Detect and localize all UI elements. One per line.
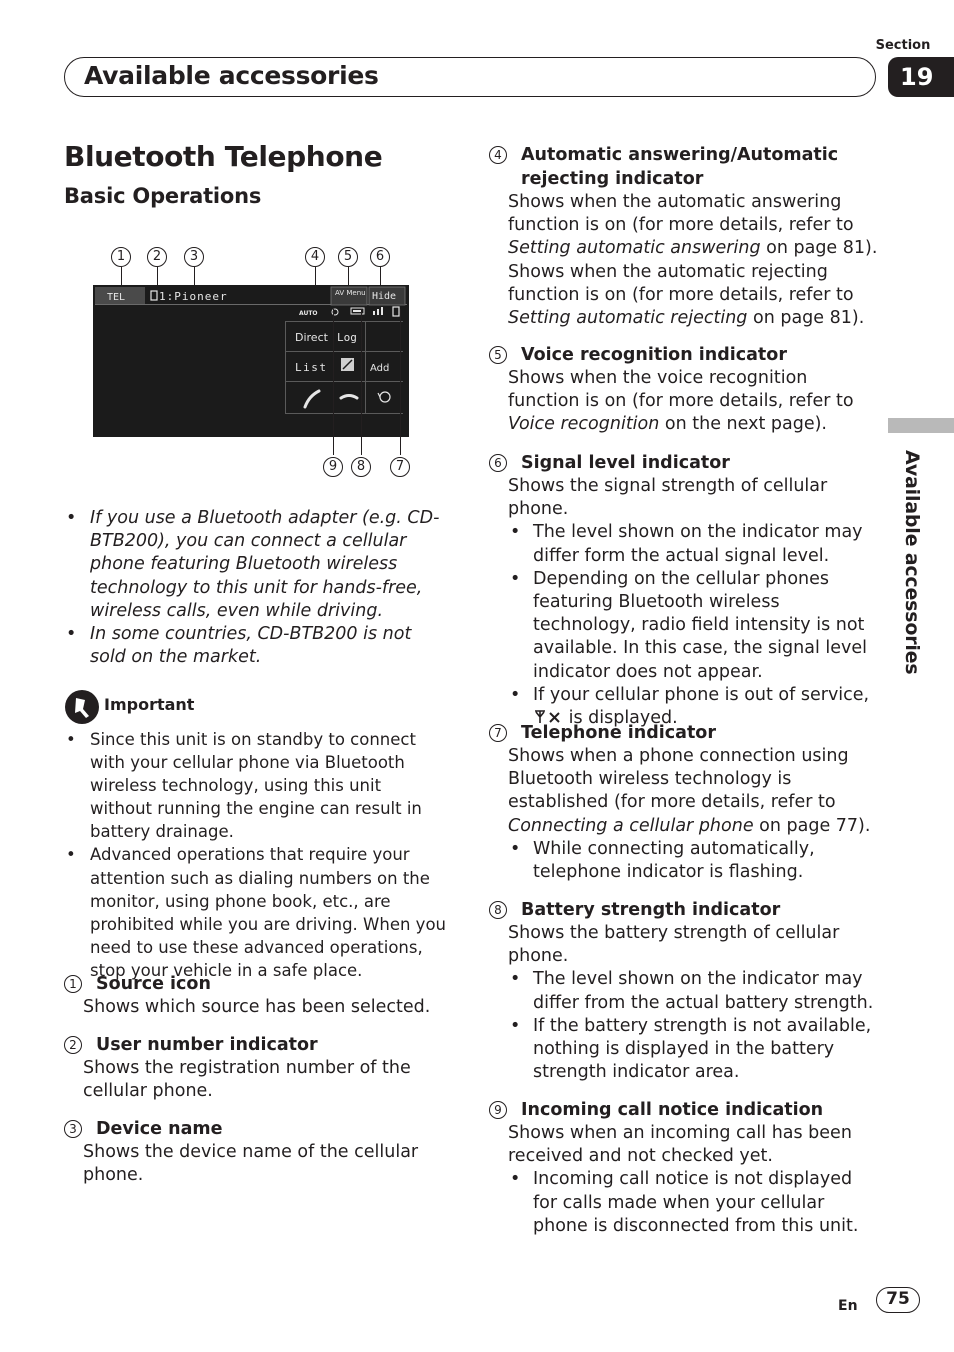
item-body	[489, 745, 879, 884]
item-paragraph: Shows the battery strength of cellular phone.	[508, 923, 840, 967]
text-run: on page 77).	[753, 815, 871, 836]
text-run: on the next page).	[659, 414, 827, 435]
screen-av-menu: AV Menu	[335, 289, 366, 297]
item-body	[489, 191, 879, 330]
item-number: 4	[489, 146, 507, 164]
footer-language: En	[838, 1298, 858, 1314]
important-note-1: • Since this unit is on standby to connect with your cellular phone via Bluetooth wireless technology, using this unit without running the engine can result in battery drainage.	[64, 728, 446, 843]
item-body	[489, 367, 879, 437]
item-number: 2	[64, 1036, 82, 1054]
screen-add: Add	[370, 363, 390, 374]
item-user-number-indicator	[64, 1033, 446, 1103]
screen-auto-label: AUTO	[299, 310, 318, 317]
item-paragraph	[508, 261, 879, 331]
item-paragraph	[508, 191, 879, 261]
text-run: Shows when the voice recognition function is on (for more details, refer to	[508, 368, 854, 412]
text-run: Shows when the automatic answering function is on (for more details, refer to	[508, 192, 854, 236]
item-body	[489, 922, 879, 1084]
callout-4: 4	[305, 247, 325, 267]
item-body	[489, 475, 879, 730]
text-run: If your cellular phone is out of service,	[533, 684, 870, 705]
item-number: 7	[489, 724, 507, 742]
item-title: Device name	[96, 1119, 223, 1139]
leader-line-8	[361, 309, 362, 455]
intro-note-1: • If you use a Bluetooth adapter (e.g. CD-BTB200), you can connect a cellular phone featuring Bluetooth wireless technology to this unit for hands-free, wireless calls, even while driving.	[64, 507, 446, 623]
item-device-name	[64, 1117, 446, 1187]
item-voice-recognition-indicator	[489, 343, 879, 437]
item-bullet: • Depending on the cellular phones featuring Bluetooth wireless technology, radio field intensity is not available. In this case, the signal level indicator does not appear.	[508, 568, 879, 684]
leader-line-7	[400, 309, 401, 455]
screen-direct: Direct	[295, 331, 328, 344]
important-notes	[64, 728, 446, 982]
item-title: Telephone indicator	[521, 723, 716, 743]
screen-device-name: 1:Pioneer	[159, 290, 228, 303]
item-body: Shows the registration number of the cellular phone.	[83, 1058, 411, 1102]
callout-8: 8	[351, 457, 371, 477]
page-number: 75	[876, 1287, 920, 1313]
callout-7: 7	[390, 457, 410, 477]
item-signal-level-indicator	[489, 451, 879, 730]
item-paragraph	[508, 745, 879, 838]
screen-hide: Hide	[372, 291, 397, 302]
item-body	[489, 1122, 879, 1238]
side-tab-bar	[888, 418, 954, 433]
item-paragraph: Shows the signal strength of cellular phone.	[508, 476, 828, 520]
intro-note-2: • In some countries, CD-BTB200 is not sold on the market.	[64, 623, 446, 669]
cross-reference: Setting automatic answering	[508, 238, 761, 259]
text-run: on page 81).	[760, 238, 878, 259]
item-number: 9	[489, 1101, 507, 1119]
screen-log: Log	[337, 331, 357, 344]
item-bullet: • If the battery strength is not available, nothing is displayed in the battery strength indicator area.	[508, 1015, 879, 1085]
cross-reference: Connecting a cellular phone	[508, 815, 754, 836]
text-run: Shows when the automatic rejecting function is on (for more details, refer to	[508, 261, 854, 305]
item-bullets	[508, 1168, 879, 1238]
intro-notes	[64, 507, 446, 669]
cross-reference: Setting automatic rejecting	[508, 308, 748, 329]
callout-5: 5	[338, 247, 358, 267]
item-title: Incoming call notice indication	[521, 1100, 824, 1120]
item-title: Battery strength indicator	[521, 900, 781, 920]
important-note-2: • Advanced operations that require your attention such as dialing numbers on the monitor, using phone book, etc., are prohibited while you are driving. When you need to use these advanced operations, stop your vehicle in a safe place.	[64, 843, 446, 982]
text-run: is displayed.	[568, 708, 678, 729]
leader-line-9	[333, 309, 334, 455]
item-bullets	[508, 968, 879, 1084]
item-title: Automatic answering/Automatic rejecting indicator	[521, 145, 839, 189]
item-body: Shows the device name of the cellular phone.	[83, 1142, 419, 1186]
item-bullet: • Incoming call notice is not displayed for calls made when your cellular phone is disconnected from this unit.	[508, 1168, 879, 1238]
side-tab	[896, 450, 926, 675]
text-run: Shows when a phone connection using Bluetooth wireless technology is established (for more details, refer to	[508, 746, 849, 813]
item-body: Shows which source has been selected.	[83, 997, 431, 1017]
chapter-title: Available accessories	[84, 61, 379, 90]
screen-list: List	[295, 361, 328, 374]
item-title: Signal level indicator	[521, 453, 730, 473]
item-bullet: • The level shown on the indicator may differ from the actual battery strength.	[508, 968, 879, 1014]
item-bullet: • The level shown on the indicator may differ form the actual signal level.	[508, 521, 879, 567]
callout-9: 9	[323, 457, 343, 477]
item-paragraph	[508, 367, 879, 437]
callout-1: 1	[111, 247, 131, 267]
item-paragraph: Shows when an incoming call has been received and not checked yet.	[508, 1123, 852, 1167]
callout-3: 3	[184, 247, 204, 267]
page-title: Bluetooth Telephone	[64, 140, 383, 173]
item-number: 5	[489, 346, 507, 364]
item-bullet: • While connecting automatically, telephone indicator is flashing.	[508, 838, 879, 884]
section-label: Section	[875, 38, 931, 53]
callout-6: 6	[370, 247, 390, 267]
important-label: Important	[104, 695, 195, 714]
cross-reference: Voice recognition	[508, 414, 660, 435]
screen-source-tab: TEL	[107, 292, 126, 303]
item-number: 8	[489, 901, 507, 919]
item-battery-strength-indicator	[489, 898, 879, 1084]
item-incoming-call-notice	[489, 1098, 879, 1238]
item-title: Voice recognition indicator	[521, 345, 787, 365]
item-bullets	[508, 521, 879, 730]
callout-2: 2	[147, 247, 167, 267]
item-number: 3	[64, 1120, 82, 1138]
text-run: on page 81).	[747, 308, 865, 329]
section-subheading: Basic Operations	[64, 184, 262, 208]
item-number: 6	[489, 454, 507, 472]
section-number-badge: 19	[888, 57, 954, 97]
item-number: 1	[64, 975, 82, 993]
important-icon	[64, 689, 100, 725]
phonebook-icon	[341, 358, 354, 371]
item-telephone-indicator	[489, 721, 879, 884]
item-title: Source icon	[96, 974, 211, 994]
item-title: User number indicator	[96, 1035, 318, 1055]
item-auto-answer-reject-indicator	[489, 143, 879, 330]
item-source-icon	[64, 972, 446, 1019]
side-tab-label: Available accessories	[901, 450, 923, 675]
item-bullets	[508, 838, 879, 884]
